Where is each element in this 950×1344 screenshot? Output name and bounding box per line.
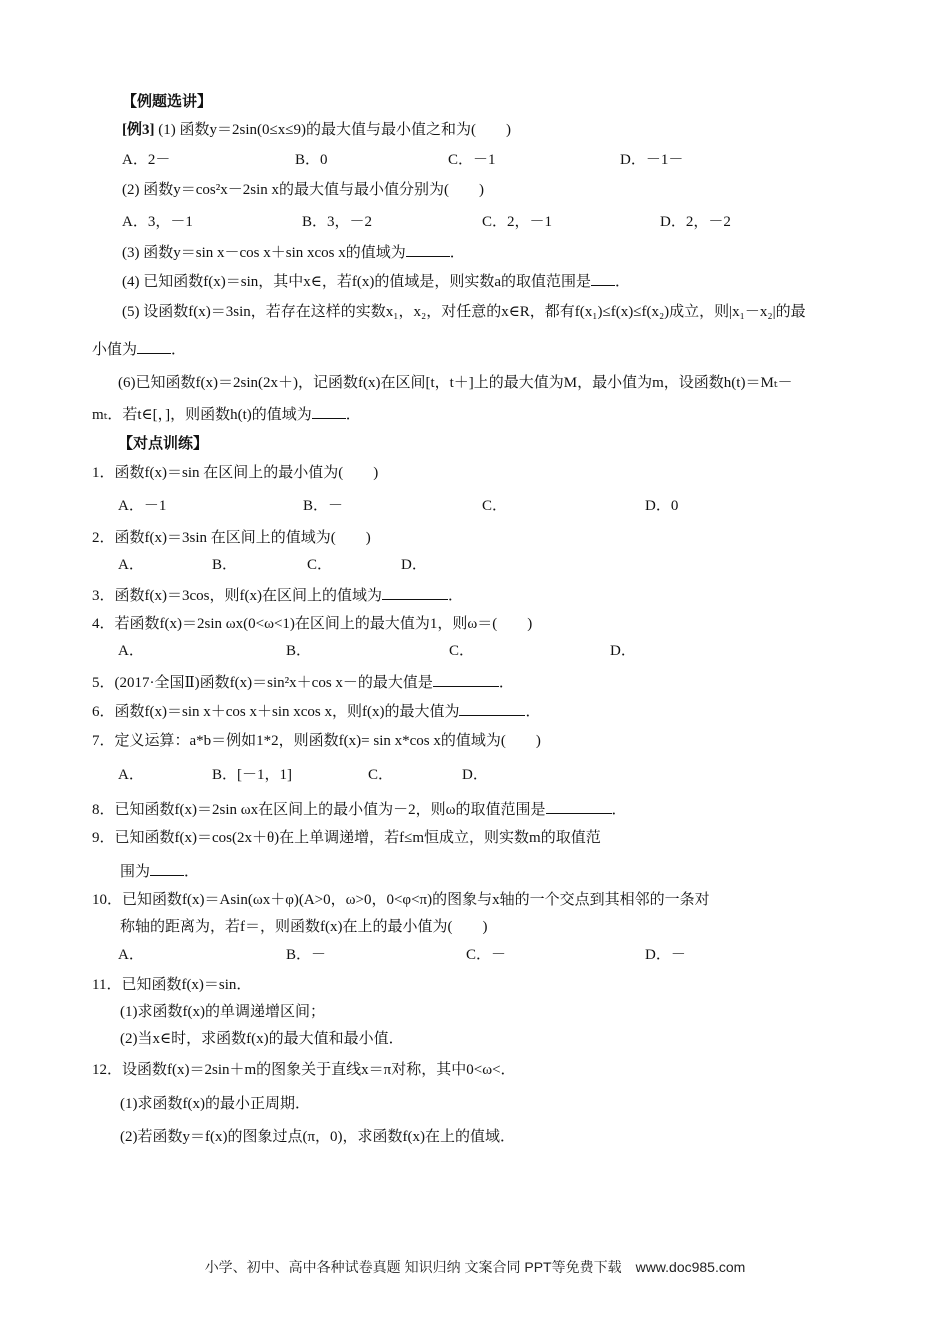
example3-q2-option-d: D．2，－2: [660, 214, 731, 230]
footer-banner: 小学、初中、高中各种试卷真题 知识归纳 文案合同 PPT等免费下载 www.doc985.com: [204, 1259, 746, 1275]
practice-p1-text: 1．函数f(x)＝sin 在区间上的最小值为( ): [92, 465, 379, 481]
example3-q1-text: (1) 函数y＝2sin(0≤x≤9)的最大值与最小值之和为( ): [158, 122, 511, 138]
answer-blank: [433, 686, 499, 687]
practice-p2-option-c: C．: [307, 557, 333, 573]
practice-p7-text: 7．定义运算：a*b＝例如1*2，则函数f(x)= sin x*cos x的值域为( ): [92, 733, 541, 749]
practice-p10-option-c: C．－: [466, 947, 507, 963]
practice-p7-option-b: B．[－1，1]: [212, 767, 292, 783]
practice-p11-part1: (1)求函数f(x)的单调递增区间；: [120, 1004, 325, 1020]
example3-q2-text: (2) 函数y＝cos²x－2sin x的最大值与最小值分别为( ): [122, 182, 484, 198]
answer-blank: [312, 418, 346, 419]
answer-blank: [406, 256, 450, 257]
example3-q2-option-a: A．3，－1: [122, 214, 193, 230]
practice-p1-option-d: D．0: [645, 498, 679, 514]
practice-p10-option-d: D．－: [645, 947, 686, 963]
example3-q5-line1: (5) 设函数f(x)＝3sin，若存在这样的实数x₁，x₂，对任意的x∈R，都有f(x₁)≤f(x)≤f(x₂)成立，则|x₁－x₂|的最: [122, 304, 806, 320]
practice-p7-option-d: D．: [462, 767, 488, 783]
example3-q1-option-d: D．－1－: [620, 152, 684, 168]
practice-p2-option-a: A．: [118, 557, 144, 573]
practice-p4-option-c: C．: [449, 643, 475, 659]
answer-blank: [591, 285, 615, 286]
practice-section-title: 【对点训练】: [118, 436, 209, 452]
practice-p10-option-b: B．－: [286, 947, 327, 963]
practice-p1-option-b: B．－: [303, 498, 344, 514]
example3-q4: (4) 已知函数f(x)＝sin，其中x∈，若f(x)的值域是，则实数a的取值范围是 ．: [122, 274, 630, 290]
answer-blank: [137, 353, 171, 354]
practice-p2-text: 2．函数f(x)＝3sin 在区间上的值域为( ): [92, 530, 371, 546]
practice-p12-part1: (1)求函数f(x)的最小正周期．: [120, 1096, 310, 1112]
practice-p5: 5．(2017·全国Ⅱ)函数f(x)＝sin²x＋cos x－的最大值是 ．: [92, 675, 514, 691]
answer-blank: [546, 813, 612, 814]
practice-p4-text: 4．若函数f(x)＝2sin ωx(0<ω<1)在区间上的最大值为1，则ω＝( ): [92, 616, 533, 632]
practice-p2-option-d: D．: [401, 557, 427, 573]
practice-p10-option-a: A．: [118, 947, 144, 963]
practice-p6: 6．函数f(x)＝sin x＋cos x＋sin xcos x，则f(x)的最大值为 ．: [92, 704, 541, 720]
example3-q1-option-a: A．2－: [122, 152, 171, 168]
practice-p11: 11．已知函数f(x)＝sin．: [92, 977, 252, 993]
example3-q6-line1: (6)已知函数f(x)＝2sin(2x＋)，记函数f(x)在区间[t，t＋]上的最大值为M，最小值为m，设函数h(t)＝Mₜ－: [118, 375, 793, 391]
practice-p4-option-b: B．: [286, 643, 312, 659]
example3-q1-option-b: B．0: [295, 152, 328, 168]
practice-p1-option-a: A．－1: [118, 498, 167, 514]
example3-q5-line2: 小值为 ．: [92, 342, 187, 358]
practice-p12-part2: (2)若函数y＝f(x)的图象过点(π，0)，求函数f(x)在上的值域．: [120, 1129, 516, 1145]
practice-p7-option-a: A．: [118, 767, 144, 783]
example3-q2-option-c: C．2，－1: [482, 214, 553, 230]
practice-p2-option-b: B．: [212, 557, 238, 573]
example3-q1-option-c: C．－1: [448, 152, 496, 168]
practice-p12: 12．设函数f(x)＝2sin＋m的图象关于直线x＝π对称，其中0<ω<．: [92, 1062, 516, 1078]
practice-p3: 3．函数f(x)＝3cos，则f(x)在区间上的值域为 ．: [92, 588, 463, 604]
answer-blank: [150, 875, 184, 876]
practice-p10-line2: 称轴的距离为，若f＝，则函数f(x)在上的最小值为( ): [120, 919, 488, 935]
practice-p11-part2: (2)当x∈时，求函数f(x)的最大值和最小值．: [120, 1031, 404, 1047]
example3-q1: [122, 120, 511, 140]
practice-p9-line2: 围为 ．: [120, 864, 200, 880]
practice-p8: 8．已知函数f(x)＝2sin ωx在区间上的最小值为－2，则ω的取值范围是 ．: [92, 802, 627, 818]
example3-q3: (3) 函数y＝sin x－cos x＋sin xcos x的值域为 ．: [122, 245, 465, 261]
practice-p9-line1: 9．已知函数f(x)＝cos(2x＋θ)在上单调递增，若f≤m恒成立，则实数m的取值范: [92, 830, 601, 846]
example3-q2-option-b: B．3，－2: [302, 214, 373, 230]
practice-p4-option-a: A．: [118, 643, 144, 659]
example3-q6-line2: mₜ．若t∈[，]，则函数h(t)的值域为 ．: [92, 407, 361, 423]
examples-section-title: 【例题选讲】: [122, 94, 213, 110]
example3-label: [例3]: [122, 122, 155, 138]
answer-blank: [382, 599, 448, 600]
practice-p10-line1: 10．已知函数f(x)＝Asin(ωx＋φ)(A>0，ω>0，0<φ<π)的图象与x轴的一个交点到其相邻的一条对: [92, 892, 710, 908]
answer-blank: [459, 715, 525, 716]
practice-p4-option-d: D．: [610, 643, 636, 659]
practice-p7-option-c: C．: [368, 767, 394, 783]
practice-p1-option-c: C．: [482, 498, 508, 514]
